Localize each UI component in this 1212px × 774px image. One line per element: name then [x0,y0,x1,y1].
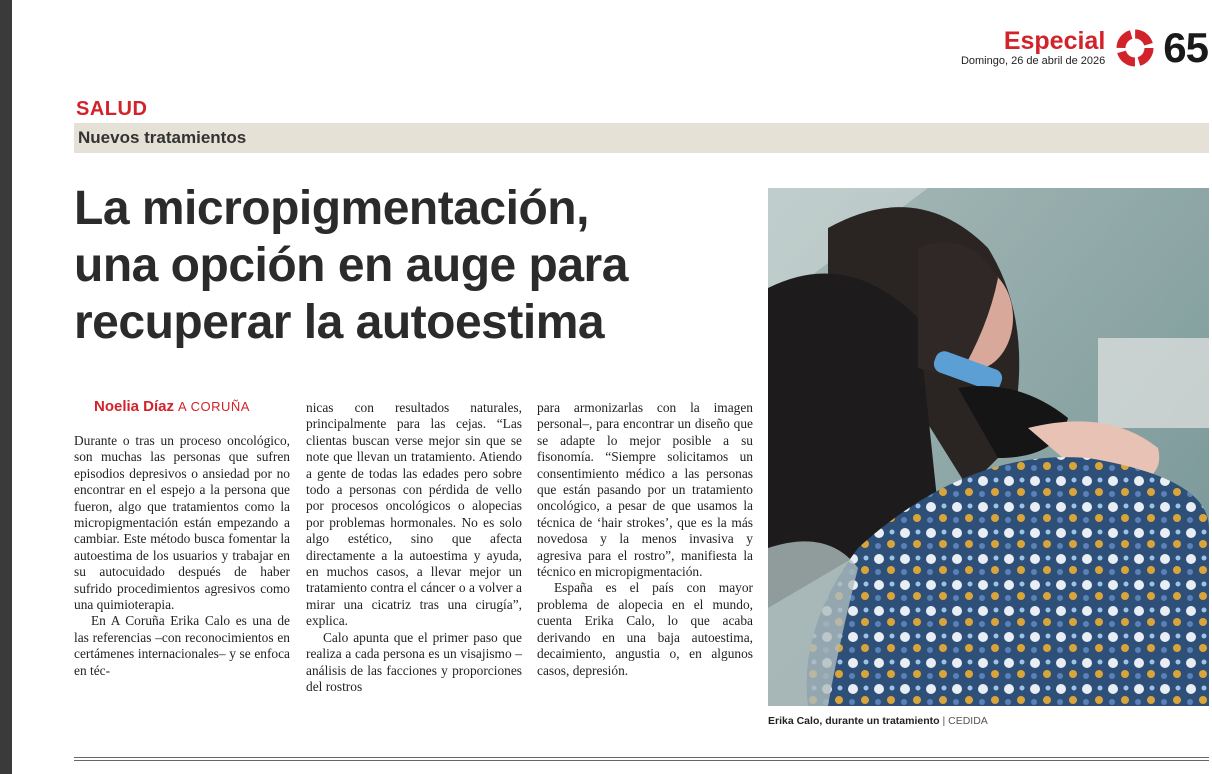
bottom-rule [74,757,1209,761]
article-column-1 [74,433,290,679]
section-rubric: SALUD [76,98,148,120]
paragraph: En A Coruña Erika Calo es una de las referencias –con reconocimientos en certámenes internacionales– y se enfoca en téc- [74,613,290,678]
byline-city: A CORUÑA [178,399,250,414]
ring-logo-icon [1115,28,1155,68]
photo-illustration [768,188,1209,706]
section-name: Especial [1003,27,1106,55]
headline-line-3: recuperar la autoestima [74,296,605,349]
headline-line-2: una opción en auge para [74,239,628,292]
photo-credit: | CEDIDA [942,715,988,727]
paragraph: nicas con resultados naturales, principalmente para las cejas. “Las clientas buscan verse mejor sin que se note que llevan un tratamiento. Atiendo a gente de todas las edades pero sobre todo a personas con pérdida de vello por procesos oncológicos o alopecias por problemas hormonales. No es solo algo estético, sino que afecta directamente a la autoestima y ayuda, en muchos casos, a llevar mejor un tratamiento contra el cáncer o a volver a mirar una cicatriz tras una cirugía”, explica. [306,400,522,629]
headline-line-1: La micropigmentación, [74,182,589,235]
caption-text: Erika Calo, durante un tratamiento [768,715,940,727]
issue-date: Domingo, 26 de abril de 2026 [960,55,1106,67]
article-photo [768,188,1209,706]
byline [94,398,250,415]
article-column-2 [306,400,522,695]
paragraph: España es el país con mayor problema de alopecia en el mundo, cuenta Erika Calo, lo que acaba derivando en una baja autoestima, decaimiento, angustia o, en algunos casos, depresión. [537,580,753,678]
photo-caption [768,715,988,727]
headline [74,180,734,351]
newspaper-page [12,0,1212,774]
byline-author: Noelia Díaz [94,398,175,415]
header-text [961,29,1105,67]
page-header [961,22,1208,74]
paragraph: para armonizarlas con la imagen personal–, para encontrar un diseño que se adapte lo mejor posible a su fisonomía. “Siempre solicitamos un consentimiento médico a las personas que están pasando por un tratamiento oncológico, a pesar de que usamos la técnica de ‘hair strokes’, que es la más novedosa y la menos invasiva y agresiva para el rostro”, manifiesta la técnico en micropigmentación. [537,400,753,580]
paragraph: Calo apunta que el primer paso que realiza a cada persona es un visajismo –análisis de las facciones y proporciones del rostros [306,629,522,694]
article-column-3 [537,400,753,679]
page-number: 65 [1163,24,1208,71]
subrubric: Nuevos tratamientos [78,128,247,147]
subrubric-bar [74,123,1209,153]
paragraph: Durante o tras un proceso oncológico, son muchas las personas que sufren episodios depresivos o ansiedad por no encontrar en el espejo a la persona que fueron, algo que tratamientos como la micropigmentación están empezando a cambiar. Este método busca fomentar la autoestima de los usuarios y trabajar en su autocuidado después de haber sufrido procedimientos agresivos como una quimioterapia. [74,433,290,613]
